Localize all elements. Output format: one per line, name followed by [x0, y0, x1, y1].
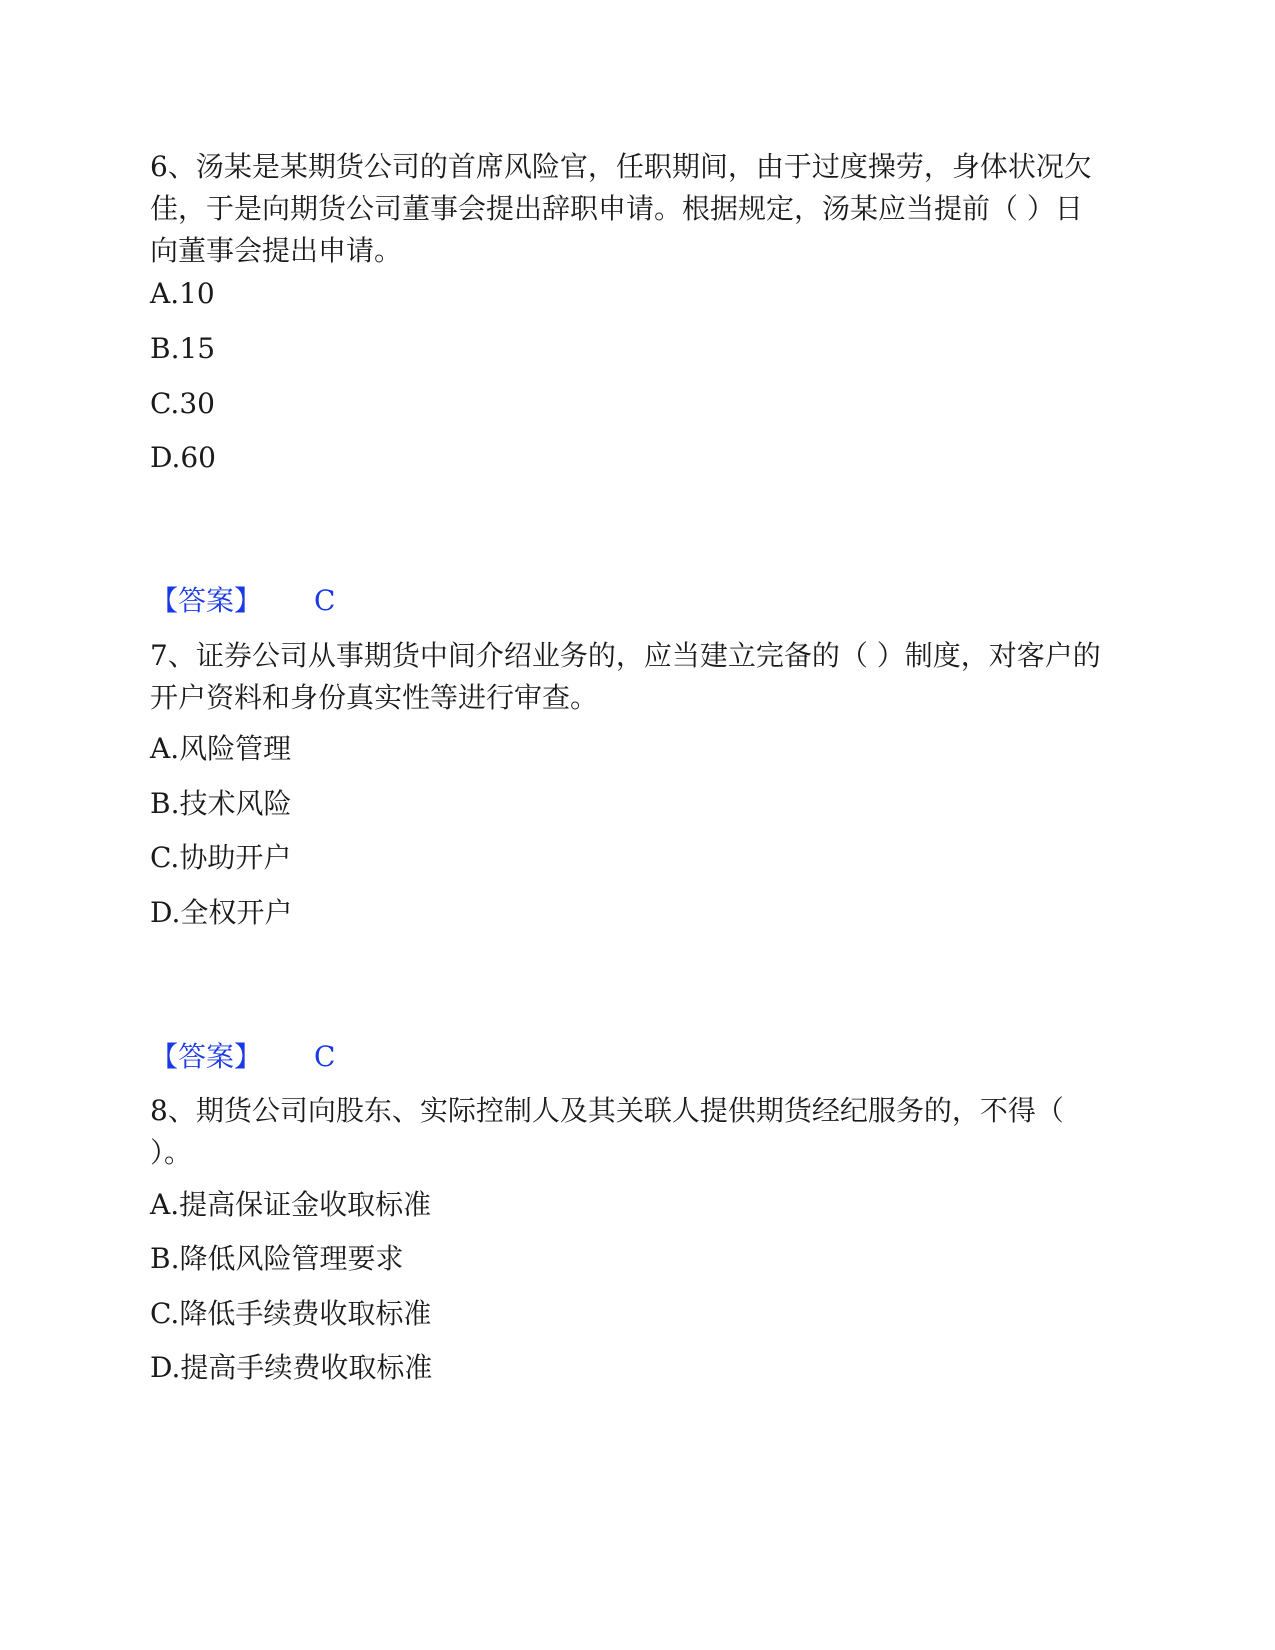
- question-6-answer: [150, 583, 335, 619]
- question-8-option-a: A.提高保证金收取标准: [150, 1188, 432, 1221]
- answer-label: 【答案】: [150, 1040, 263, 1073]
- question-7-option-b: B.技术风险: [150, 787, 292, 820]
- answer-label: 【答案】: [150, 584, 263, 617]
- question-7-option-d: D.全权开户: [150, 896, 293, 929]
- question-6-stem: 6、汤某是某期货公司的首席风险官，任职期间，由于过度操劳，身体状况欠佳，于是向期货公司董事会提出辞职申请。根据规定，汤某应当提前（ ）日向董事会提出申请。: [150, 150, 1092, 267]
- answer-value: C: [314, 1040, 336, 1073]
- question-6-option-a: A.10: [150, 277, 215, 310]
- question-6-option-b: B.15: [150, 332, 216, 365]
- question-8-option-b: B.降低风险管理要求: [150, 1242, 404, 1275]
- question-6-option-c: C.30: [150, 387, 215, 420]
- question-7-answer: [150, 1039, 335, 1075]
- question-7-option-c: C.协助开户: [150, 841, 292, 874]
- question-8-stem: 8、期货公司向股东、实际控制人及其关联人提供期货经纪服务的，不得（ ）。: [150, 1094, 1064, 1169]
- answer-value: C: [314, 584, 336, 617]
- question-7-option-a: A.风险管理: [150, 732, 292, 765]
- question-8-option-d: D.提高手续费收取标准: [150, 1351, 433, 1384]
- question-7-stem: 7、证券公司从事期货中间介绍业务的，应当建立完备的（ ）制度，对客户的开户资料和身份真实性等进行审查。: [150, 639, 1101, 714]
- question-8-option-c: C.降低手续费收取标准: [150, 1297, 432, 1330]
- question-6-option-d: D.60: [150, 441, 216, 474]
